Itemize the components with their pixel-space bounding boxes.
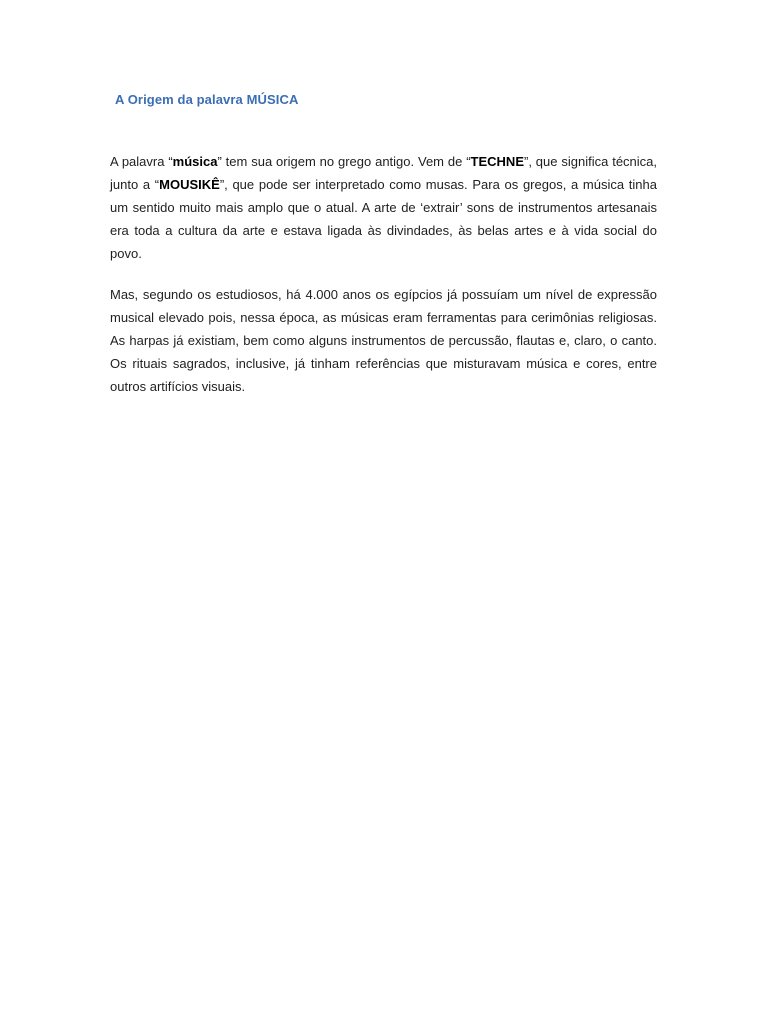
document-title: A Origem da palavra MÚSICA	[115, 92, 299, 107]
paragraph-origin-text-2: ” tem sua origem no grego antigo. Vem de “	[217, 154, 471, 169]
term-musica: música	[172, 154, 218, 169]
term-mousike: MOUSIKÊ	[159, 177, 220, 192]
paragraph-origin-text-1: A palavra “	[110, 154, 173, 169]
paragraph-origin	[110, 150, 657, 265]
paragraph-origin-text-3: ”, que significa técnica, junto a “	[110, 154, 658, 192]
term-techne: TECHNE	[470, 154, 524, 169]
paragraph-origin-text-4: ”, que pode ser interpretado como musas. Para os gregos, a música tinha um sentido muito mais amplo que o atual. A arte de ‘extrair’ sons de instrumentos artesanais era toda a cultura da arte e estava ligada às divindades, às belas artes e à vida social do povo.	[110, 177, 657, 261]
paragraph-egypt: Mas, segundo os estudiosos, há 4.000 anos os egípcios já possuíam um nível de expressão musical elevado pois, nessa época, as músicas eram ferramentas para cerimônias religiosas. As harpas já existiam, bem como alguns instrumentos de percussão, flautas e, claro, o canto. Os rituais sagrados, inclusive, já tinham referências que misturavam música e cores, entre outros artifícios visuais.	[110, 287, 657, 394]
